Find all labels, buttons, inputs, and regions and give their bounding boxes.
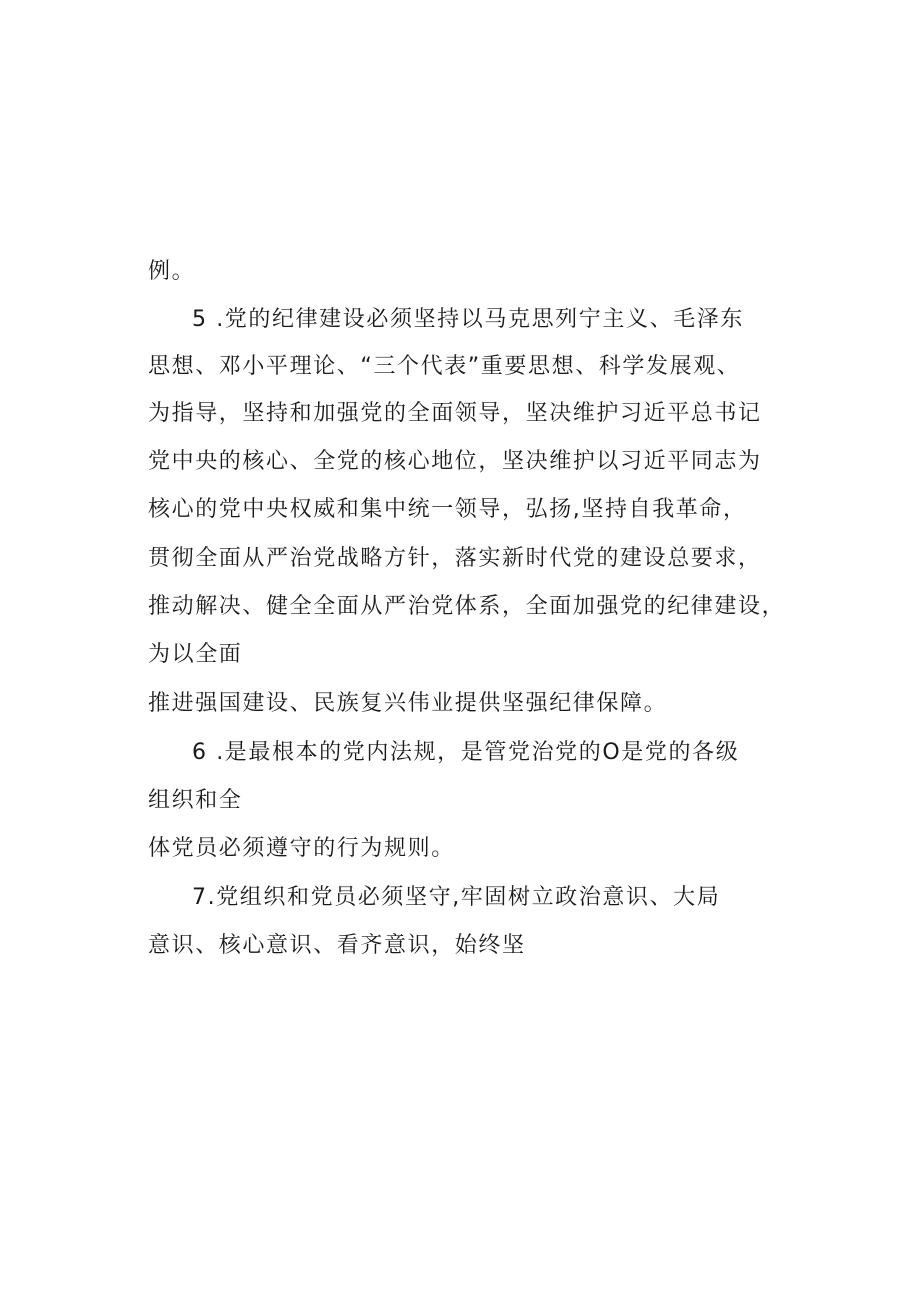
paragraph-5-line: 推动解决、健全全面从严治党体系，全面加强党的纪律建设，: [148, 594, 786, 619]
paragraph-6-line: 组织和全: [148, 788, 243, 813]
paragraph-6-line: 6 .是最根本的党内法规，是管党治党的O是党的各级: [192, 740, 740, 765]
paragraph-5-line: 党中央的核心、全党的核心地位，坚决维护以习近平同志为: [148, 449, 762, 474]
paragraph-6-line: 体党员必须遵守的行为规则。: [148, 836, 455, 861]
paragraph-5-line: 贯彻全面从严治党战略方针，落实新时代党的建设总要求，: [148, 546, 762, 571]
paragraph-5-line: 思想、邓小平理论、“三个代表”重要思想、科学发展观、: [148, 354, 741, 379]
paragraph-5-line: 为指导，坚持和加强党的全面领导，坚决维护习近平总书记: [148, 401, 762, 426]
paragraph-7-line: 7.党组织和党员必须坚守,牢固树立政治意识、大局: [192, 885, 721, 910]
text-line: 例。: [148, 259, 196, 284]
paragraph-5-line: 推进强国建设、民族复兴伟业提供坚强纪律保障。: [148, 691, 668, 716]
paragraph-5-line: 5 .党的纪律建设必须坚持以马克思列宁主义、毛泽东: [192, 307, 744, 332]
paragraph-7-line: 意识、核心意识、看齐意识，始终坚: [148, 933, 526, 958]
paragraph-5-line: 核心的党中央权威和集中统一领导，弘扬,坚持自我革命，: [148, 497, 747, 522]
paragraph-5-line: 为以全面: [148, 642, 243, 667]
